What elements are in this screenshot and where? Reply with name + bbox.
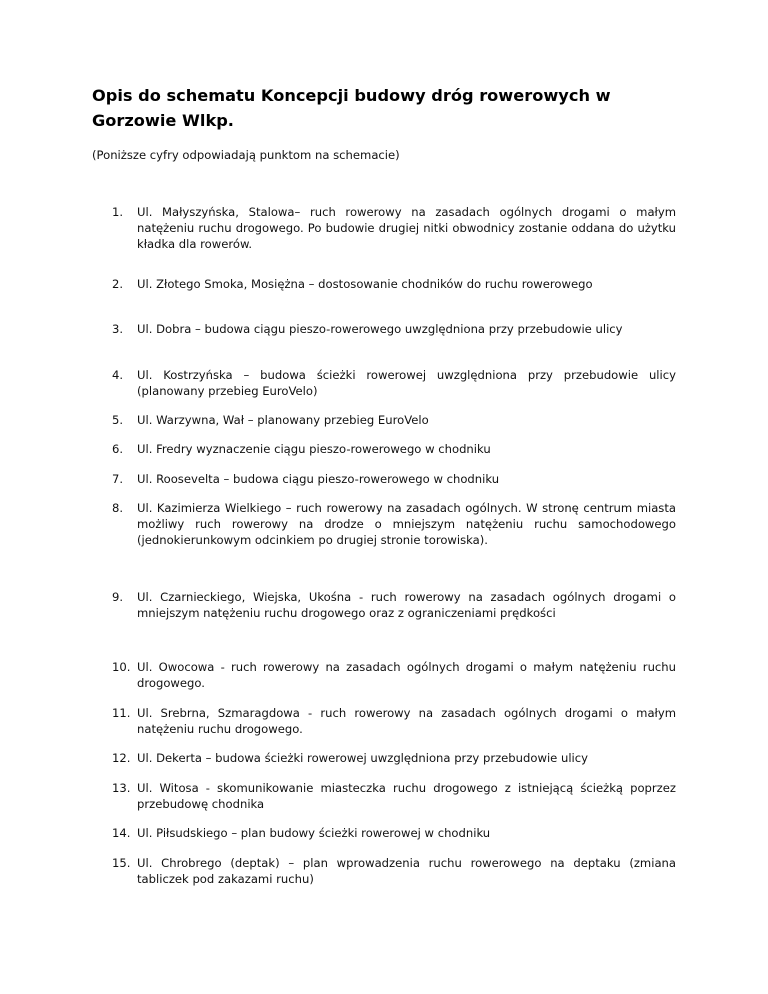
list-item-number: 6.	[112, 442, 124, 456]
list-item	[112, 412, 676, 428]
list-item-text: Ul. Czarnieckiego, Wiejska, Ukośna - ruch rowerowy na zasadach ogólnych drogami o mniejszym natężeniu ruchu drogowego oraz z ograniczeniami prędkości	[137, 590, 676, 621]
list-item-number: 15.	[112, 856, 131, 870]
list-item-number: 14.	[112, 826, 131, 840]
list-item-text: Ul. Kazimierza Wielkiego – ruch rowerowy na zasadach ogólnych. W stronę centrum miasta możliwy ruch rowerowy na drodze o mniejszym natężeniu ruchu samochodowego (jednokierunkowym odcinkiem po drugiej stronie torowiska).	[137, 501, 676, 548]
list-item-number: 3.	[112, 322, 124, 336]
list-item	[112, 367, 676, 399]
list-item-text: Ul. Piłsudskiego – plan budowy ścieżki rowerowej w chodniku	[137, 826, 491, 840]
list-item-text: Ul. Srebrna, Szmaragdowa - ruch rowerowy na zasadach ogólnych drogami o małym natężeniu ruchu drogowego.	[137, 706, 676, 737]
list-item-number: 1.	[112, 205, 124, 219]
document-subtitle: (Poniższe cyfry odpowiadają punktom na schemacie)	[92, 148, 400, 162]
list-item-text: Ul. Małyszyńska, Stalowa– ruch rowerowy na zasadach ogólnych drogami o małym natężeniu ruchu drogowego. Po budowie drugiej nitki obwodnicy zostanie oddana do użytku kładka dla rowerów.	[137, 205, 676, 252]
list-item-number: 9.	[112, 590, 124, 604]
list-item-number: 5.	[112, 413, 124, 427]
list-item-text: Ul. Owocowa - ruch rowerowy na zasadach ogólnych drogami o małym natężeniu ruchu drogowego.	[137, 660, 676, 691]
list-item-text: Ul. Fredry wyznaczenie ciągu pieszo-rowerowego w chodniku	[137, 442, 491, 456]
list-item-number: 8.	[112, 501, 124, 515]
list-item-number: 10.	[112, 660, 131, 674]
list-item-text: Ul. Warzywna, Wał – planowany przebieg EuroVelo	[137, 413, 429, 427]
list-item-text: Ul. Dobra – budowa ciągu pieszo-rowerowego uwzględniona przy przebudowie ulicy	[137, 322, 623, 336]
list-item-text: Ul. Witosa - skomunikowanie miasteczka ruchu drogowego z istniejącą ścieżką poprzez przebudowę chodnika	[137, 781, 676, 812]
list-item-text: Ul. Dekerta – budowa ścieżki rowerowej uwzględniona przy przebudowie ulicy	[137, 751, 589, 765]
list-item-text: Ul. Chrobrego (deptak) – plan wprowadzenia ruchu rowerowego na deptaku (zmiana tabliczek pod zakazami ruchu)	[137, 856, 676, 887]
list-item-number: 12.	[112, 751, 131, 765]
list-item-number: 2.	[112, 277, 124, 291]
list-item	[112, 204, 676, 252]
list-item-text: Ul. Złotego Smoka, Mosiężna – dostosowanie chodników do ruchu rowerowego	[137, 277, 593, 291]
list-item	[112, 659, 676, 691]
list-item-number: 7.	[112, 472, 124, 486]
list-item	[112, 705, 676, 737]
list-item-number: 13.	[112, 781, 131, 795]
list-item-text: Ul. Roosevelta – budowa ciągu pieszo-rowerowego w chodniku	[137, 472, 500, 486]
list-item	[112, 780, 676, 812]
list-item	[112, 321, 676, 337]
list-item	[112, 276, 676, 292]
list-item-number: 4.	[112, 368, 124, 382]
list-item-text: Ul. Kostrzyńska – budowa ścieżki rowerowej uwzględniona przy przebudowie ulicy (planowany przebieg EuroVelo)	[137, 368, 676, 399]
list-item	[112, 589, 676, 621]
list-item-number: 11.	[112, 706, 131, 720]
list-item	[112, 825, 676, 841]
list-item	[112, 500, 676, 548]
list-item	[112, 855, 676, 887]
list-item	[112, 471, 676, 487]
list-item	[112, 441, 676, 457]
document-title: Opis do schematu Koncepcji budowy dróg rowerowych w Gorzowie Wlkp.	[92, 86, 611, 130]
list-item	[112, 750, 676, 766]
